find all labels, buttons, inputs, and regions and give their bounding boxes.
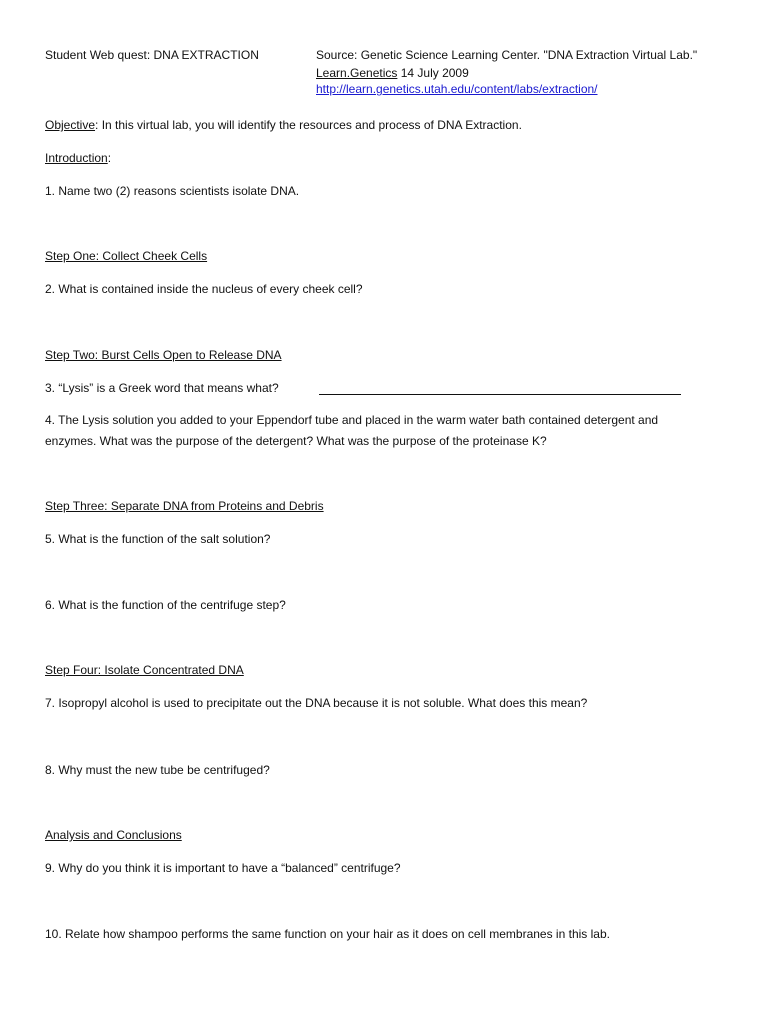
step-four-heading: Step Four: Isolate Concentrated DNA	[45, 663, 244, 677]
question-5: 5. What is the function of the salt solution?	[45, 532, 271, 546]
introduction-heading	[45, 151, 111, 166]
question-2: 2. What is contained inside the nucleus of every cheek cell?	[45, 282, 363, 296]
objective-text: In this virtual lab, you will identify the resources and process of DNA Extraction.	[98, 118, 522, 132]
worksheet-title: Student Web quest: DNA EXTRACTION	[45, 48, 259, 62]
step-one-heading: Step One: Collect Cheek Cells	[45, 249, 208, 263]
question-6: 6. What is the function of the centrifuge step?	[45, 598, 286, 612]
source-citation: Source: Genetic Science Learning Center. "DNA Extraction Virtual Lab."	[316, 48, 698, 62]
introduction-colon: :	[107, 151, 112, 165]
objective-line	[45, 118, 522, 133]
question-3-answer-line[interactable]	[319, 394, 681, 395]
analysis-heading: Analysis and Conclusions	[45, 828, 182, 842]
step-two-heading: Step Two: Burst Cells Open to Release DNA	[45, 348, 282, 362]
introduction-label: Introduction	[45, 151, 108, 165]
question-4-line-2: enzymes. What was the purpose of the detergent? What was the purpose of the proteinase K?	[45, 434, 547, 448]
step-three-heading: Step Three: Separate DNA from Proteins and Debris	[45, 499, 324, 513]
source-publisher-line	[316, 66, 469, 81]
question-4-line-1: 4. The Lysis solution you added to your Eppendorf tube and placed in the warm water bath contained detergent and	[45, 413, 659, 427]
question-9: 9. Why do you think it is important to have a “balanced” centrifuge?	[45, 861, 401, 875]
learn-genetics-link[interactable]: Learn.Genetics	[316, 66, 398, 80]
question-8: 8. Why must the new tube be centrifuged?	[45, 763, 270, 777]
source-url-link[interactable]: http://learn.genetics.utah.edu/content/labs/extraction/	[316, 82, 598, 96]
question-3: 3. “Lysis” is a Greek word that means what?	[45, 381, 279, 395]
objective-label: Objective	[45, 118, 96, 132]
source-date: 14 July 2009	[397, 66, 469, 80]
question-10: 10. Relate how shampoo performs the same function on your hair as it does on cell membranes in this lab.	[45, 927, 610, 941]
question-7: 7. Isopropyl alcohol is used to precipitate out the DNA because it is not soluble. What does this mean?	[45, 696, 588, 710]
objective-colon: :	[95, 118, 99, 132]
question-1: 1. Name two (2) reasons scientists isolate DNA.	[45, 184, 300, 198]
